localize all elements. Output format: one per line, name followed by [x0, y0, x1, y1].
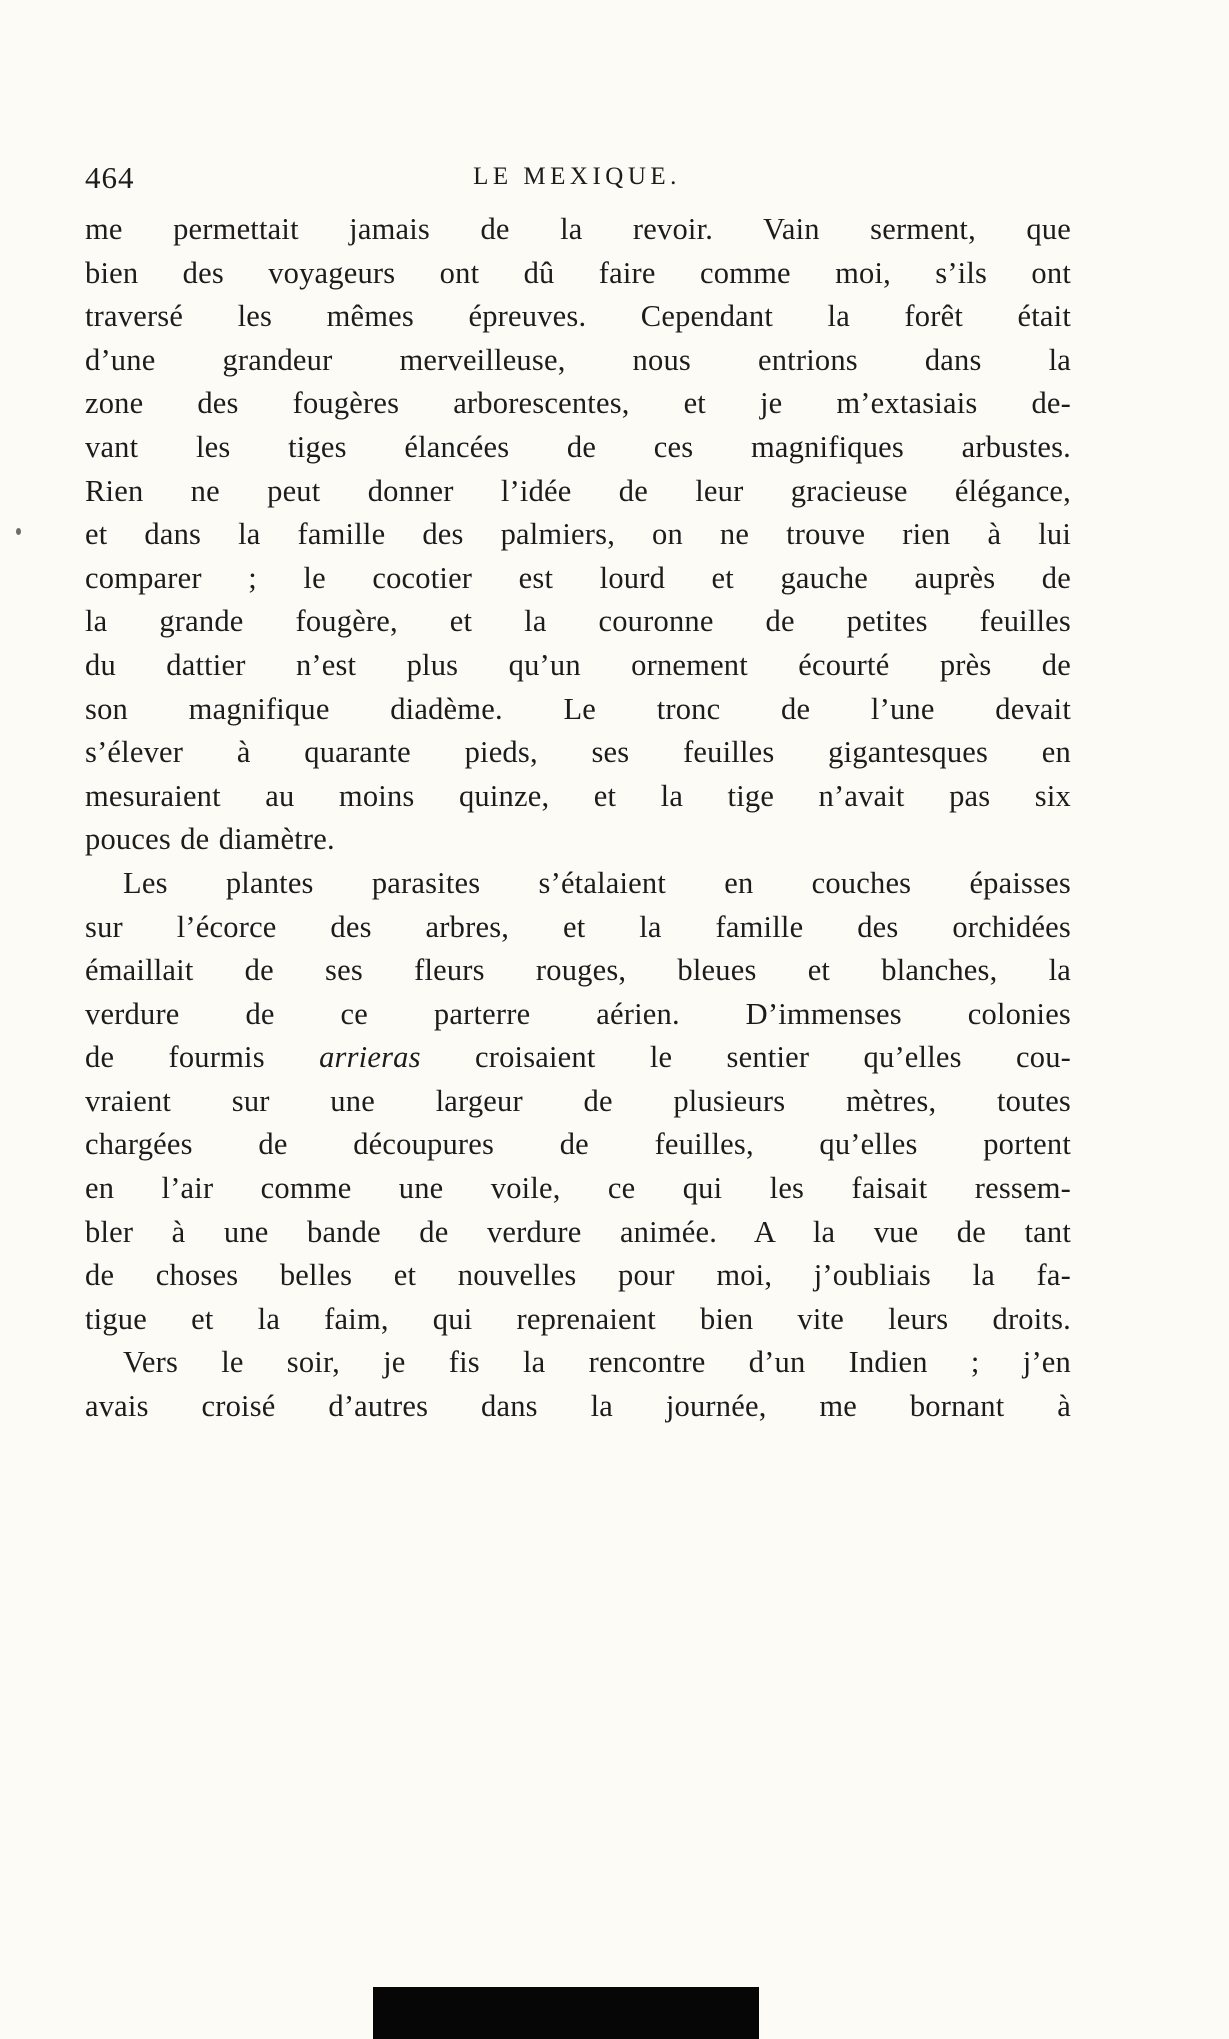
text-line: mesuraient au moins quinze, et la tige n’avait pas six: [85, 778, 1071, 813]
page-header: [85, 160, 1069, 200]
text-line: verdure de ce parterre aérien. D’immenses colonies: [85, 996, 1071, 1031]
text-line: Rien ne peut donner l’idée de leur gracieuse élégance,: [85, 473, 1071, 508]
scan-artifact-bar: [373, 1987, 759, 2039]
text-line: sur l’écorce des arbres, et la famille des orchidées: [85, 909, 1071, 944]
page-number: 464: [85, 160, 135, 195]
text-line: la grande fougère, et la couronne de petites feuilles: [85, 604, 1071, 639]
text-line: et dans la famille des palmiers, on ne trouve rien à lui: [85, 517, 1071, 552]
text-line: traversé les mêmes épreuves. Cependant la forêt était: [85, 299, 1071, 334]
ink-speck: [16, 528, 21, 535]
text-line: tigue et la faim, qui reprenaient bien vite leurs droits.: [85, 1301, 1071, 1336]
text-line: émaillait de ses fleurs rouges, bleues et blanches, la: [85, 953, 1071, 988]
text-line: de fourmis arrieras croisaient le sentier qu’elles cou-: [85, 1040, 1071, 1075]
text-line: bien des voyageurs ont dû faire comme moi, s’ils ont: [85, 255, 1071, 290]
text-line: s’élever à quarante pieds, ses feuilles gigantesques en: [85, 735, 1071, 770]
text-line: du dattier n’est plus qu’un ornement écourté près de: [85, 647, 1071, 682]
text-line: en l’air comme une voile, ce qui les faisait ressem-: [85, 1171, 1071, 1206]
text-line: avais croisé d’autres dans la journée, me bornant à: [85, 1389, 1071, 1424]
text-line: de choses belles et nouvelles pour moi, j’oubliais la fa-: [85, 1258, 1071, 1293]
text-line: Les plantes parasites s’étalaient en couches épaisses: [123, 865, 1071, 900]
text-line: Vers le soir, je fis la rencontre d’un Indien ; j’en: [123, 1345, 1071, 1380]
text-line: comparer ; le cocotier est lourd et gauche auprès de: [85, 560, 1071, 595]
text-line: pouces de diamètre.: [85, 822, 335, 857]
text-block: [85, 208, 1071, 1429]
text-line: d’une grandeur merveilleuse, nous entrions dans la: [85, 342, 1071, 377]
running-title: LE MEXIQUE.: [473, 163, 681, 190]
text-line: chargées de découpures de feuilles, qu’elles portent: [85, 1127, 1071, 1162]
text-line: son magnifique diadème. Le tronc de l’une devait: [85, 691, 1071, 726]
text-line: vant les tiges élancées de ces magnifiques arbustes.: [85, 429, 1071, 464]
text-line: vraient sur une largeur de plusieurs mètres, toutes: [85, 1083, 1071, 1118]
text-line: zone des fougères arborescentes, et je m’extasiais de-: [85, 386, 1071, 421]
text-line: me permettait jamais de la revoir. Vain serment, que: [85, 212, 1071, 246]
text-line: bler à une bande de verdure animée. A la vue de tant: [85, 1214, 1071, 1249]
italic-word: arrieras: [319, 1040, 421, 1075]
